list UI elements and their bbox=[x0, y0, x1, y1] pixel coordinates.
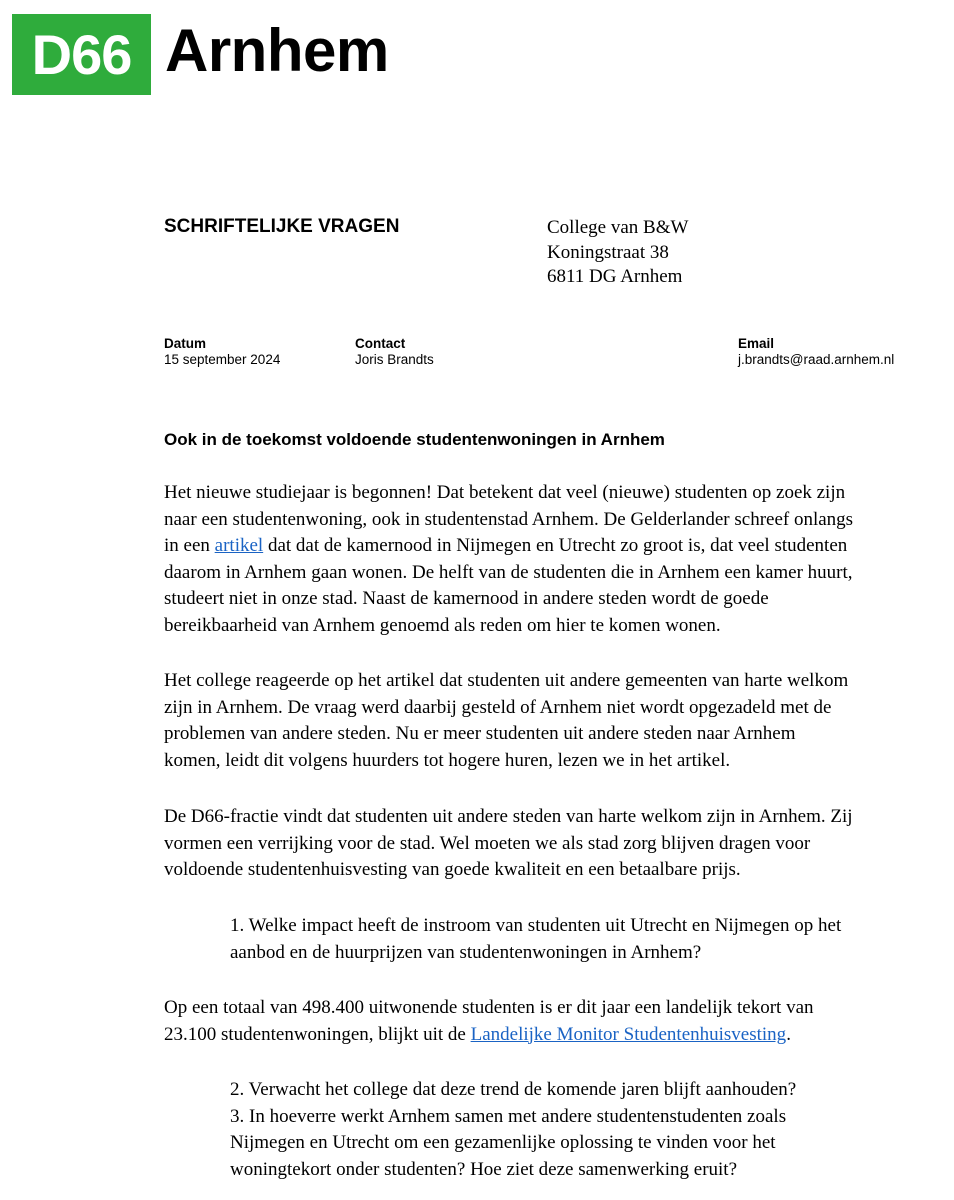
text-line: zijn in Arnhem. De vraag werd daarbij gesteld of Arnhem niet wordt opgezadeld met de bbox=[164, 696, 832, 718]
text-line: problemen van andere steden. Nu er meer studenten uit andere steden naar Arnhem bbox=[164, 723, 796, 744]
text-line: vormen een verrijking voor de stad. Wel moeten we als stad zorg blijven dragen voor bbox=[164, 832, 811, 854]
document-title: SCHRIFTELIJKE VRAGEN bbox=[164, 216, 400, 237]
text-line: Het nieuwe studiejaar is begonnen! Dat betekent dat veel (nieuwe) studenten op zoek zijn bbox=[164, 482, 846, 503]
paragraph-d66-position bbox=[164, 804, 924, 884]
logo-badge-text: D66 bbox=[31, 23, 132, 86]
paragraph-intro bbox=[164, 480, 924, 639]
address-line: College van B&W bbox=[547, 217, 689, 238]
question-3-line: 3. In hoeverre werkt Arnhem samen met andere studentenstudenten zoals bbox=[230, 1105, 787, 1127]
text-line: Op een totaal van 498.400 uitwonende studenten is er dit jaar een landelijk tekort van bbox=[164, 997, 814, 1018]
monitor-link[interactable]: Landelijke Monitor Studentenhuisvesting bbox=[470, 1023, 787, 1045]
text-line: voldoende studentenhuisvesting van goede kwaliteit en een betaalbare prijs. bbox=[164, 859, 741, 880]
text-line: studeert niet in onze stad. Naast de kamernood in andere steden wordt de goede bbox=[164, 588, 769, 609]
recipient-address bbox=[547, 216, 688, 290]
meta-contact bbox=[355, 336, 434, 368]
contact-value: Joris Brandts bbox=[355, 352, 434, 367]
text-line: naar een studentenwoning, ook in studentenstad Arnhem. De Gelderlander schreef onlangs bbox=[164, 508, 854, 530]
text-span: dat dat de kamernood in Nijmegen en Utrecht zo groot is, dat veel studenten bbox=[263, 535, 848, 556]
paragraph-monitor bbox=[164, 995, 924, 1048]
d66-logo-badge bbox=[12, 14, 151, 95]
subject-heading: Ook in de toekomst voldoende studentenwoningen in Arnhem bbox=[164, 430, 665, 449]
email-value: j.brandts@raad.arnhem.nl bbox=[738, 352, 895, 367]
questions-2-3 bbox=[230, 1077, 930, 1183]
meta-date bbox=[164, 336, 280, 368]
artikel-link[interactable]: artikel bbox=[214, 535, 264, 556]
date-value: 15 september 2024 bbox=[164, 352, 281, 367]
text-span: . bbox=[786, 1023, 791, 1045]
meta-email bbox=[738, 336, 894, 368]
question-3-line: Nijmegen en Utrecht om een gezamenlijke oplossing te vinden voor het bbox=[230, 1132, 776, 1153]
text-span: in een bbox=[164, 535, 215, 556]
paragraph-college-reaction bbox=[164, 668, 924, 774]
text-line: 1. Welke impact heeft de instroom van studenten uit Utrecht en Nijmegen op het bbox=[230, 915, 842, 936]
address-line: Koningstraat 38 bbox=[547, 241, 669, 263]
text-line bbox=[164, 1022, 924, 1049]
text-line: bereikbaarheid van Arnhem genoemd als reden om hier te komen wonen. bbox=[164, 614, 721, 636]
text-line: komen, leidt dit volgens huurders tot hogere huren, lezen we in het artikel. bbox=[164, 749, 731, 771]
text-line: aanbod en de huurprijzen van studentenwoningen in Arnhem? bbox=[230, 941, 702, 963]
email-label: Email bbox=[738, 336, 775, 351]
question-2: 2. Verwacht het college dat deze trend de komende jaren blijft aanhouden? bbox=[230, 1079, 797, 1100]
text-line bbox=[164, 533, 924, 560]
text-line: Het college reageerde op het artikel dat studenten uit andere gemeenten van harte welkom bbox=[164, 670, 849, 691]
question-1 bbox=[230, 913, 930, 966]
logo-city-text: Arnhem bbox=[165, 17, 389, 84]
address-line: 6811 DG Arnhem bbox=[547, 266, 683, 287]
text-line: De D66-fractie vindt dat studenten uit andere steden van harte welkom zijn in Arnhem. Zij bbox=[164, 806, 853, 827]
text-line: daarom in Arnhem gaan wonen. De helft van de studenten die in Arnhem een kamer huurt, bbox=[164, 561, 853, 583]
contact-label: Contact bbox=[355, 336, 406, 351]
date-label: Datum bbox=[164, 336, 207, 351]
question-3-line: woningtekort onder studenten? Hoe ziet deze samenwerking eruit? bbox=[230, 1158, 738, 1180]
text-span: 23.100 studentenwoningen, blijkt uit de bbox=[164, 1023, 471, 1045]
